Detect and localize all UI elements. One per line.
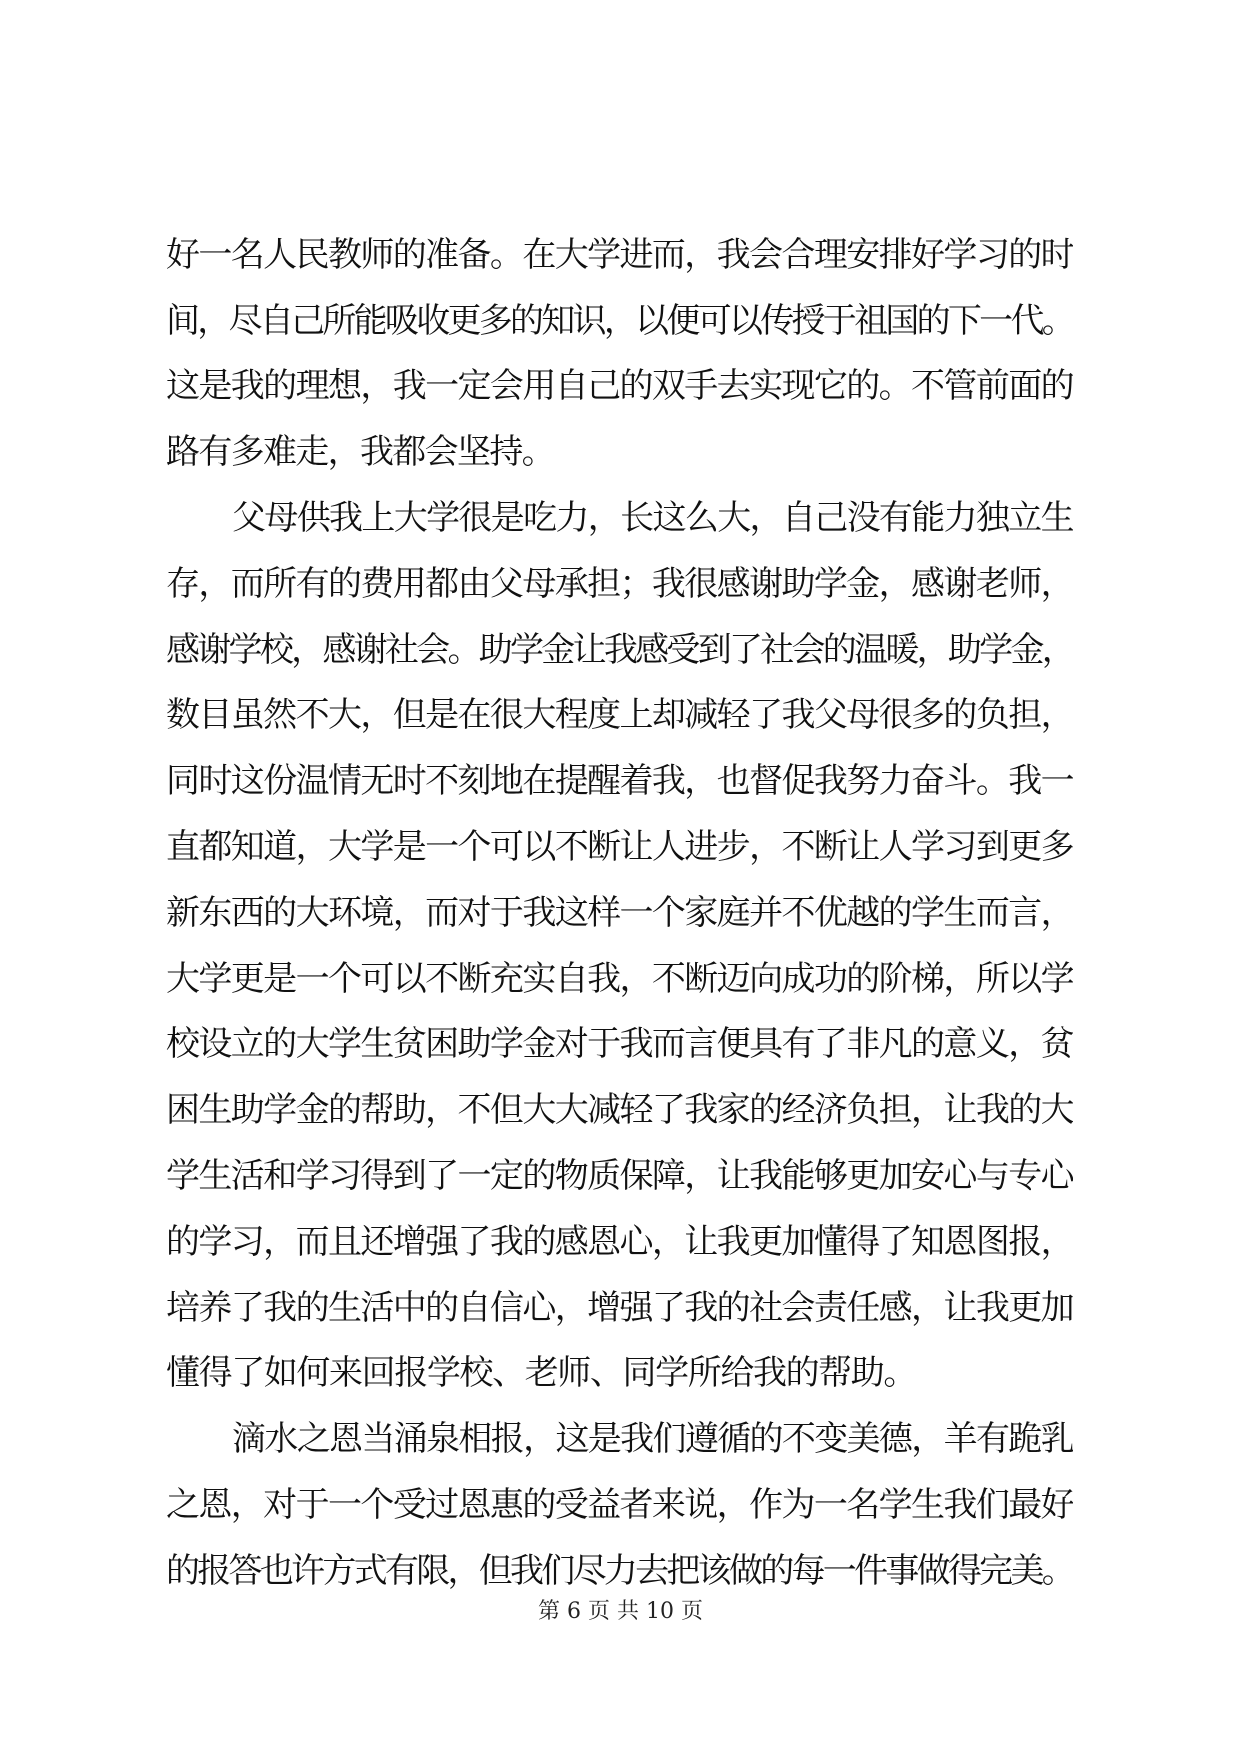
text-line: 校设立的大学生贫困助学金对于我而言便具有了非凡的意义，贫 — [166, 1024, 1073, 1064]
text-line: 懂得了如何来回报学校、老师、同学所给我的帮助。 — [166, 1353, 916, 1393]
text-line: 的报答也许方式有限，但我们尽力去把该做的每一件事做得完美。 — [166, 1551, 1073, 1591]
text-line: 感谢学校，感谢社会。助学金让我感受到了社会的温暖，助学金， — [166, 630, 1073, 670]
text-line: 滴水之恩当涌泉相报，这是我们遵循的不变美德，羊有跪乳 — [232, 1419, 1073, 1459]
text-line: 好一名人民教师的准备。在大学进而，我会合理安排好学习的时 — [166, 235, 1073, 275]
text-line: 这是我的理想，我一定会用自己的双手去实现它的。不管前面的 — [166, 366, 1073, 406]
text-line: 学生活和学习得到了一定的物质保障，让我能够更加安心与专心 — [166, 1156, 1073, 1196]
text-line: 直都知道，大学是一个可以不断让人进步，不断让人学习到更多 — [166, 827, 1073, 867]
text-line: 之恩，对于一个受过恩惠的受益者来说，作为一名学生我们最好 — [166, 1485, 1073, 1525]
text-line: 培养了我的生活中的自信心，增强了我的社会责任感，让我更加 — [166, 1288, 1073, 1328]
text-line: 存，而所有的费用都由父母承担；我很感谢助学金，感谢老师， — [166, 564, 1073, 604]
text-line: 间，尽自己所能吸收更多的知识，以便可以传授于祖国的下一代。 — [166, 301, 1073, 341]
text-line: 路有多难走，我都会坚持。 — [166, 432, 554, 472]
text-line: 新东西的大环境，而对于我这样一个家庭并不优越的学生而言， — [166, 893, 1073, 933]
text-line: 困生助学金的帮助，不但大大减轻了我家的经济负担，让我的大 — [166, 1090, 1073, 1130]
text-line: 的学习，而且还增强了我的感恩心，让我更加懂得了知恩图报， — [166, 1222, 1073, 1262]
text-line: 数目虽然不大，但是在很大程度上却减轻了我父母很多的负担， — [166, 695, 1073, 735]
text-line: 大学更是一个可以不断充实自我，不断迈向成功的阶梯，所以学 — [166, 959, 1073, 999]
page-footer: 第 6 页 共 10 页 — [538, 1599, 703, 1624]
text-line: 父母供我上大学很是吃力，长这么大，自己没有能力独立生 — [232, 498, 1073, 538]
text-line: 同时这份温情无时不刻地在提醒着我，也督促我努力奋斗。我一 — [166, 761, 1073, 801]
